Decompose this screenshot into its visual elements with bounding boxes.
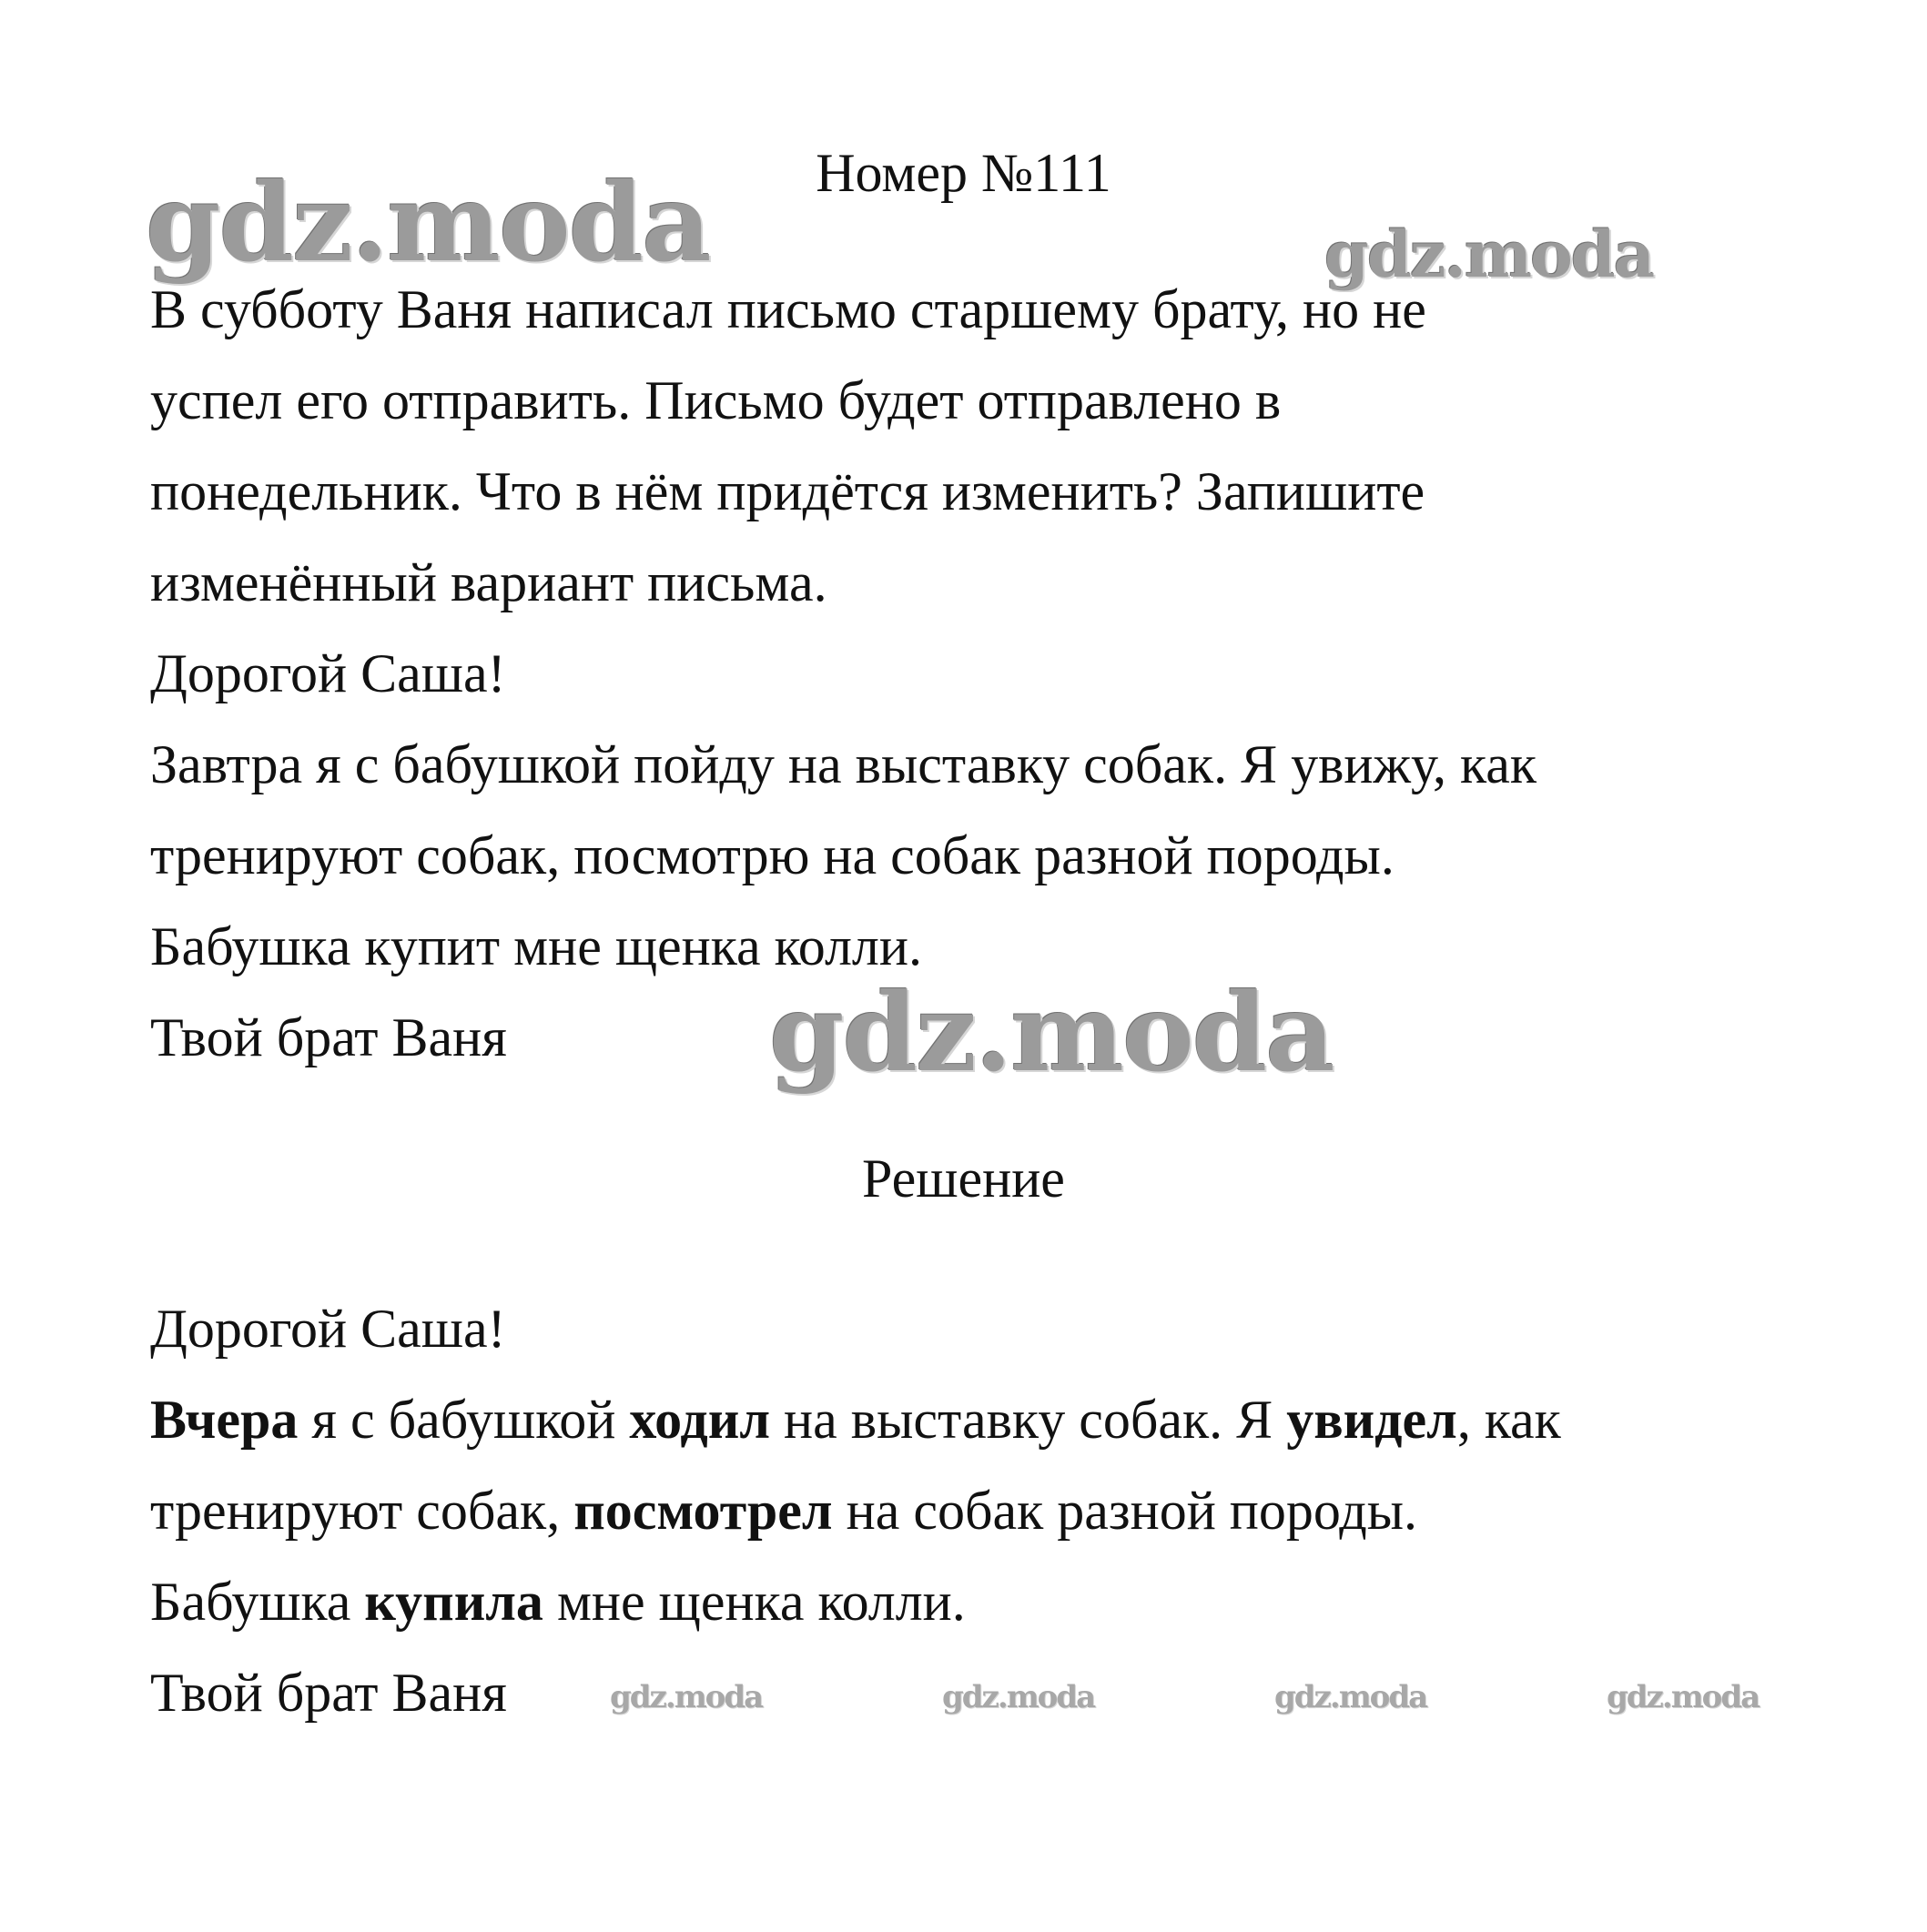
answer-signature: Твой брат Ваня xyxy=(150,1663,507,1723)
changed-word: ходил xyxy=(629,1390,770,1450)
watermark: gdz.moda xyxy=(146,159,710,286)
answer-text-segment: мне щенка колли. xyxy=(543,1572,966,1632)
changed-word: Вчера xyxy=(150,1390,299,1450)
changed-word: купила xyxy=(364,1572,543,1632)
answer-text xyxy=(150,1283,1807,1738)
letter-greeting: Дорогой Саша! xyxy=(150,643,506,703)
task-line: изменённый вариант письма. xyxy=(150,552,827,612)
answer-text-segment: , как xyxy=(1456,1390,1561,1450)
watermark: gdz.moda xyxy=(942,1679,1095,1715)
answer-text-segment: на собак разной породы. xyxy=(832,1481,1418,1541)
watermark: gdz.moda xyxy=(1607,1679,1760,1715)
changed-word: посмотрел xyxy=(573,1481,833,1541)
watermark: gdz.moda xyxy=(769,969,1334,1096)
answer-greeting: Дорогой Саша! xyxy=(150,1299,506,1359)
task-line: понедельник. Что в нём придётся изменить? Запишите xyxy=(150,461,1425,521)
letter-line: тренируют собак, посмотрю на собак разной породы. xyxy=(150,825,1395,885)
solution-heading: Решение xyxy=(862,1148,1065,1209)
letter-line: Бабушка купит мне щенка колли. xyxy=(150,916,922,976)
answer-text-segment: на выставку собак. Я xyxy=(770,1390,1287,1450)
task-text xyxy=(150,264,1807,1083)
answer-text-segment: Бабушка xyxy=(150,1572,365,1632)
answer-line xyxy=(150,1374,1807,1465)
answer-text-segment: тренируют собак, xyxy=(150,1481,574,1541)
watermark: gdz.moda xyxy=(1324,217,1654,292)
task-line: В субботу Ваня написал письмо старшему брату, но не xyxy=(150,279,1426,339)
answer-text-segment: я с бабушкой xyxy=(298,1390,630,1450)
watermark: gdz.moda xyxy=(610,1679,763,1715)
page-title: Номер №111 xyxy=(816,143,1111,203)
answer-line xyxy=(150,1465,1807,1556)
task-line: успел его отправить. Письмо будет отправлено в xyxy=(150,370,1282,430)
answer-line xyxy=(150,1556,1807,1647)
letter-signature: Твой брат Ваня xyxy=(150,1007,507,1067)
watermark: gdz.moda xyxy=(1274,1679,1427,1715)
changed-word: увидел xyxy=(1286,1390,1457,1450)
letter-line: Завтра я с бабушкой пойду на выставку собак. Я увижу, как xyxy=(150,734,1537,794)
